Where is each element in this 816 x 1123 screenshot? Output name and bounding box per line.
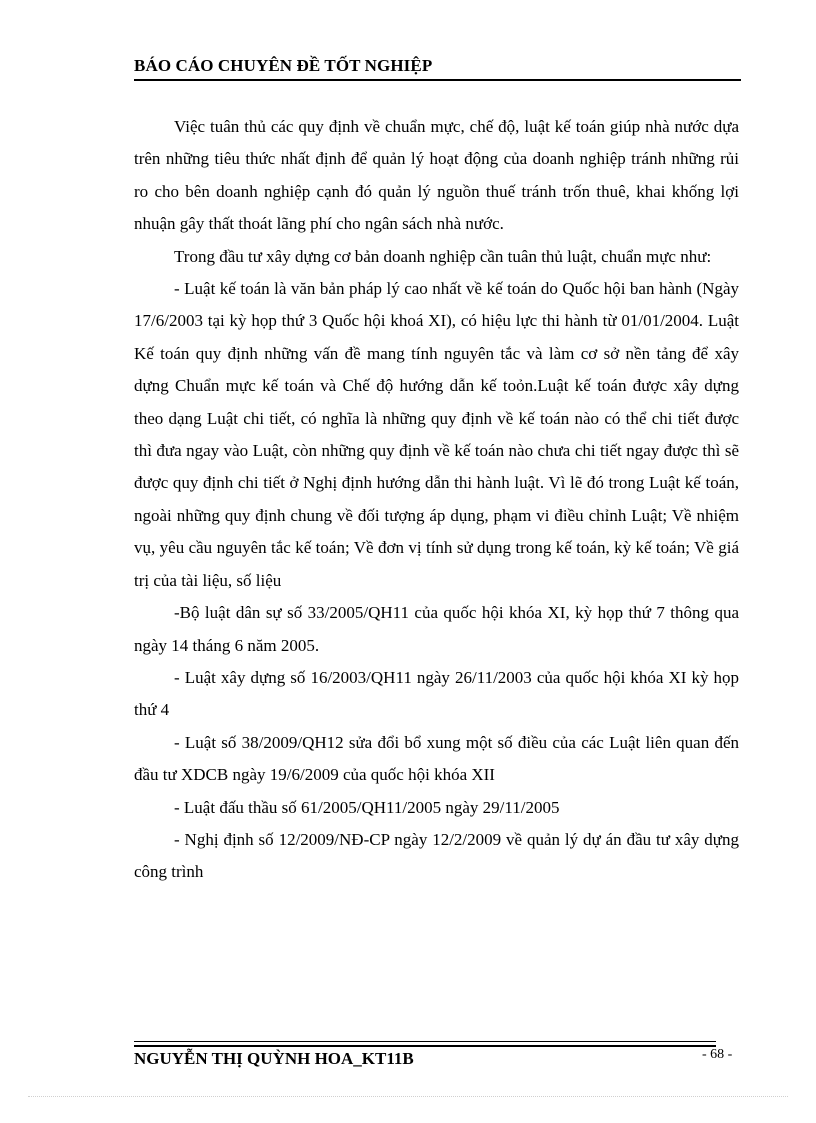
footer-author: NGUYỄN THỊ QUỲNH HOA_KT11B: [134, 1049, 414, 1068]
footer-divider-thin: [134, 1041, 716, 1042]
paragraph-civil-code: -Bộ luật dân sự số 33/2005/QH11 của quốc hội khóa XI, kỳ họp thứ 7 thông qua ngày 14 tháng 6 năm 2005.: [134, 603, 739, 655]
paragraph-compliance: Việc tuân thủ các quy định về chuẩn mực, chế độ, luật kế toán giúp nhà nước dựa trên những tiêu thức nhất định để quản lý hoạt động của doanh nghiệp tránh những rủi ro cho bên doanh nghiệp cạnh đó quản lý nguồn thuế tránh trốn thuê, khai khống lợi nhuận gây thất thoát lãng phí cho ngân sách nhà nước.: [134, 117, 739, 234]
footer-divider-thick: [134, 1045, 716, 1047]
paragraph-bidding-law: - Luật đấu thầu số 61/2005/QH11/2005 ngày 29/11/2005: [174, 797, 560, 817]
paragraph-accounting-law: - Luật kế toán là văn bản pháp lý cao nhất về kế toán do Quốc hội ban hành (Ngày 17/6/2003 tại kỳ họp thứ 3 Quốc hội khoá XI), có hiệu lực thi hành từ 01/01/2004. Luật Kế toán quy định những vấn đề mang tính nguyên tắc và làm cơ sở nền tảng để xây dựng Chuẩn mực kế toán và Chế độ hướng dẫn kế toỏn.Luật kế toán được xây dựng theo dạng Luật chi tiết, có nghĩa là những quy định về kế toán nào có thể chi tiết được thì đưa ngay vào Luật, còn những quy định về kế toán nào chưa chi tiết ngay được thì sẽ được quy định chi tiết ở Nghị định hướng dẫn thi hành luật. Vì lẽ đó trong Luật kế toán, ngoài những quy định chung về đối tượng áp dụng, phạm vi điều chỉnh Luật; Về nhiệm vụ, yêu cầu nguyên tắc kế toán; Về đơn vị tính sử dụng trong kế toán, kỳ kế toán; Về giá trị của tài liệu, số liệu: [134, 279, 739, 590]
page-header-title: BÁO CÁO CHUYÊN ĐỀ TỐT NGHIỆP: [134, 56, 433, 75]
page-bottom-border: [28, 1096, 788, 1097]
paragraph-law-38-2009: - Luật số 38/2009/QH12 sửa đổi bổ xung một số điều của các Luật liên quan đến đầu tư XDCB ngày 19/6/2009 của quốc hội khóa XII: [134, 732, 739, 785]
paragraph-decree-12-2009: - Nghị định số 12/2009/NĐ-CP ngày 12/2/2009 về quản lý dự án đầu tư xây dựng công trình: [134, 829, 739, 882]
page-number: - 68 -: [702, 1047, 733, 1062]
paragraph-construction-law: - Luật xây dựng số 16/2003/QH11 ngày 26/11/2003 của quốc hội khóa XI kỳ họp thứ 4: [134, 667, 739, 720]
header-divider: [134, 79, 741, 81]
paragraph-intro-laws: Trong đầu tư xây dựng cơ bản doanh nghiệp cần tuân thủ luật, chuẩn mực như:: [174, 246, 712, 266]
document-body: [134, 111, 739, 889]
